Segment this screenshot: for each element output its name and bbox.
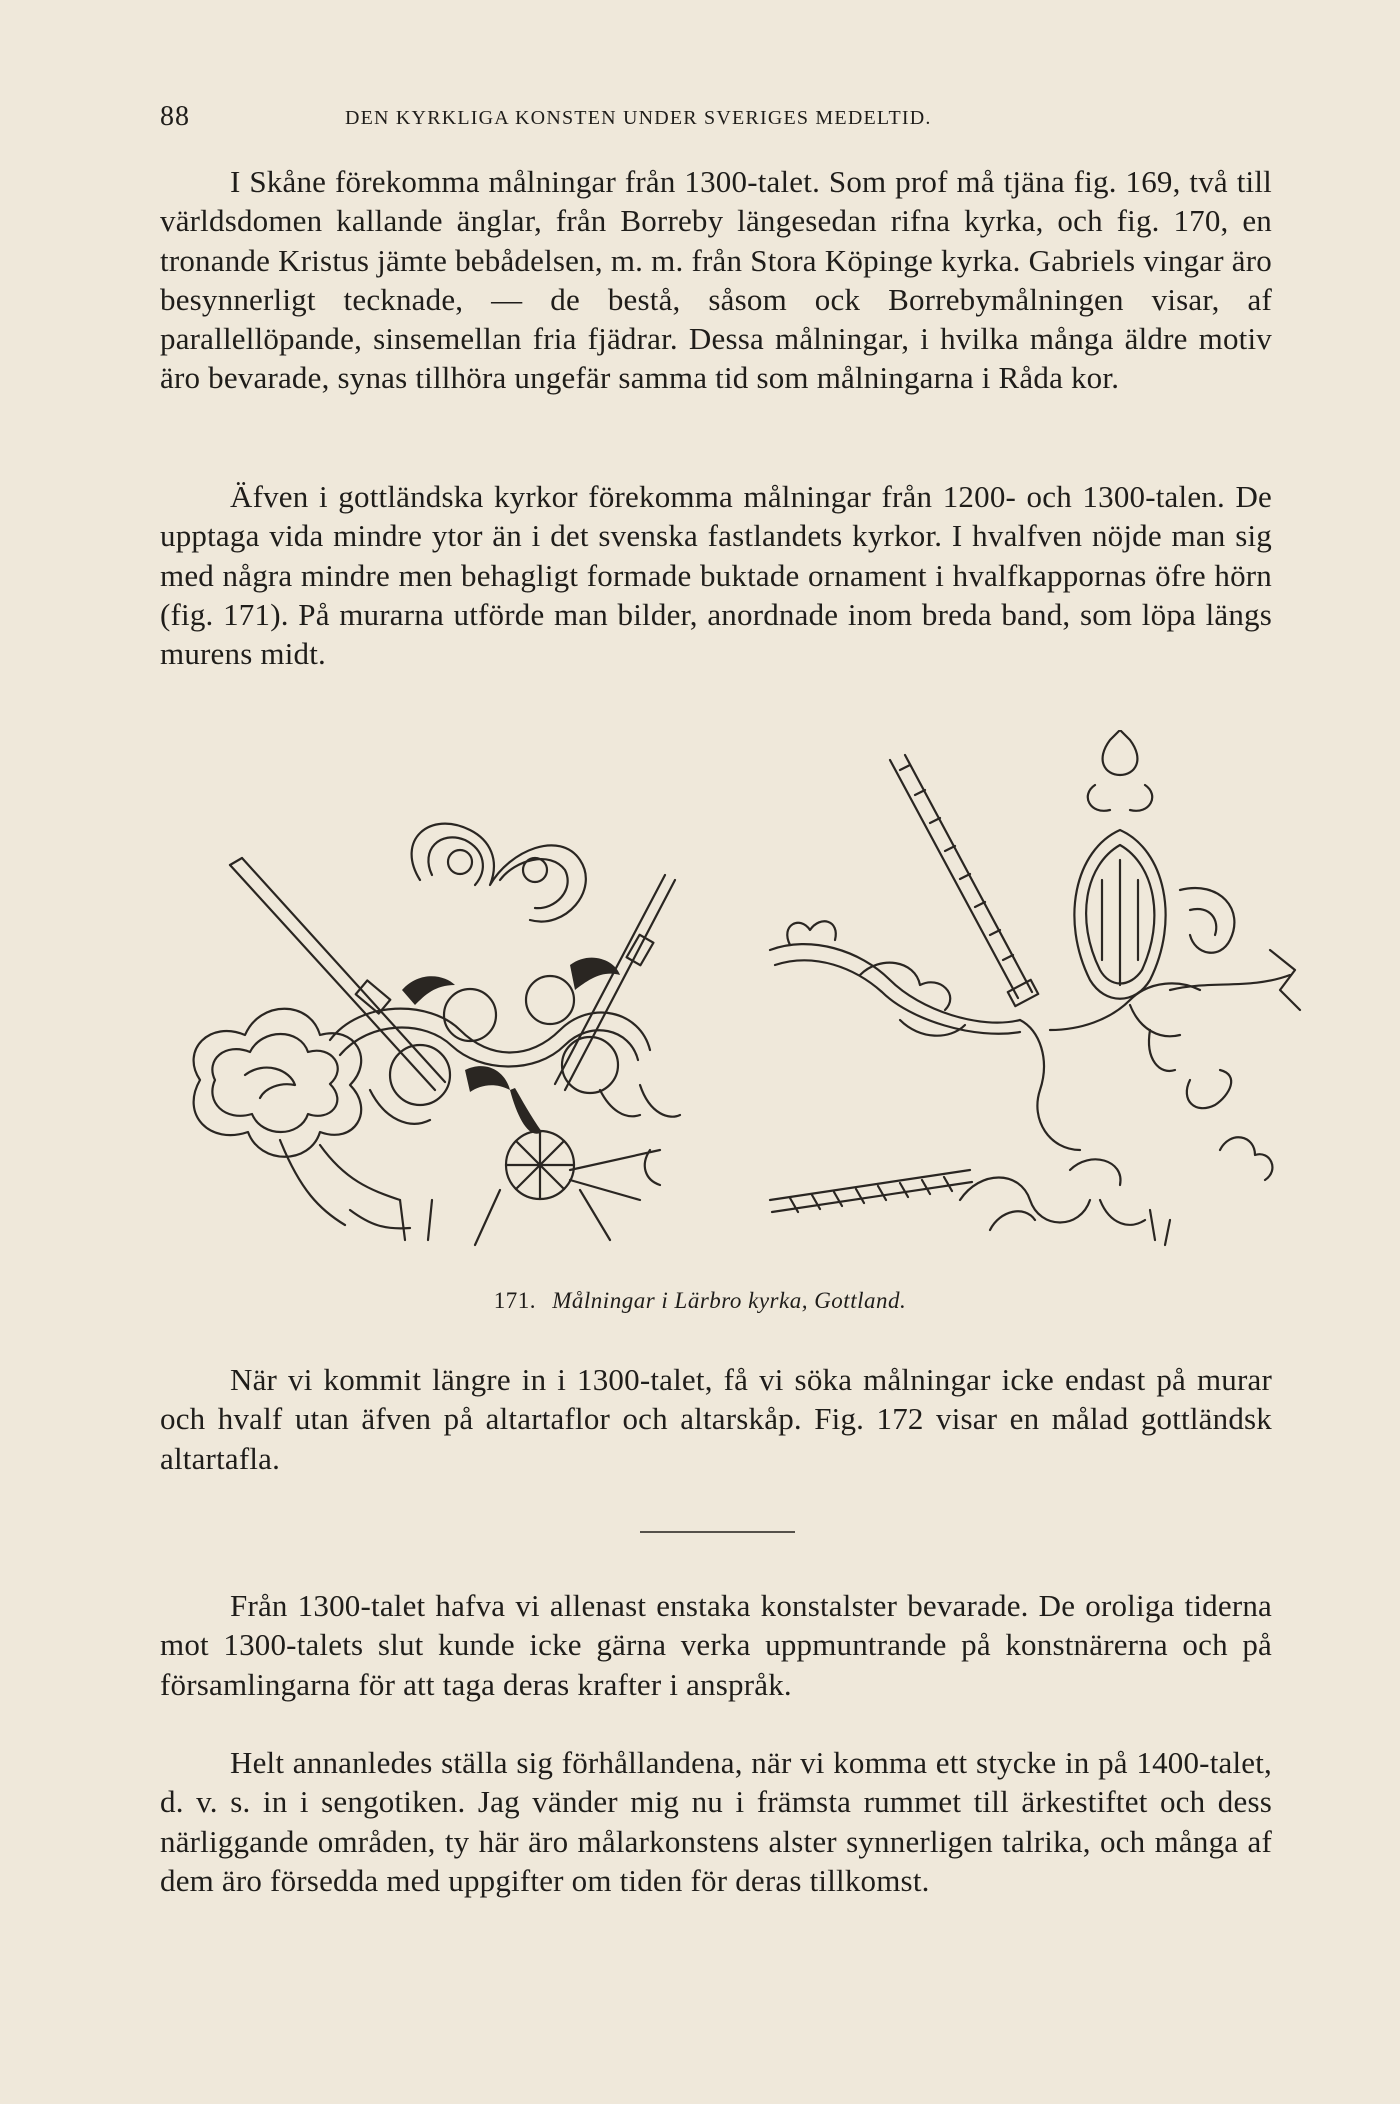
figure-caption (0, 1288, 1400, 1314)
figure-caption-text: Målningar i Lärbro kyrka, Gottland. (552, 1288, 907, 1313)
ornament-left-image (170, 770, 690, 1290)
paragraph-altartaflor: När vi kommit längre in i 1300-talet, få vi söka målningar icke endast på murar och hvalf utan äfven på altartaflor och altarskåp. Fig. 172 visar en målad gottländsk altartafla. (160, 1362, 1272, 1476)
running-title: DEN KYRKLIGA KONSTEN UNDER SVERIGES MEDELTID. (345, 107, 932, 129)
figure-171-illustrations (160, 730, 1272, 1260)
ornament-right-image (750, 730, 1310, 1260)
page-number: 88 (160, 101, 190, 132)
figure-number: 171. (493, 1288, 536, 1313)
paragraph-gottland: Äfven i gottländska kyrkor förekomma målningar från 1200- och 1300-talen. De upptaga vida mindre ytor än i det svenska fastlandets kyrkor. I hvalfven nöjde man sig med några mindre men behagligt formade buktade ornament i hvalfkappornas öfre hörn (fig. 171). På murarna utförde man bilder, anordnade inom breda band, som löpa längs murens midt. (160, 479, 1272, 672)
paragraph-1300-talet: Från 1300-talet hafva vi allenast enstaka konstalster bevarade. De oroliga tiderna mot 1300-talets slut kunde icke gärna verka uppmuntrande på konstnärerna och på församlingarna för att taga deras krafter i anspråk. (160, 1588, 1272, 1702)
paragraph-1400-talet: Helt annanledes ställa sig förhållandena, när vi komma ett stycke in på 1400-talet, d. v. s. in i sengotiken. Jag vänder mig nu i främsta rummet till ärkestiftet och dess närliggande områden, ty här äro målarkonstens alster synnerligen talrika, och många af dem äro försedda med uppgifter om tiden för deras tillkomst. (160, 1745, 1272, 1898)
paragraph-skane: I Skåne förekomma målningar från 1300-talet. Som prof må tjäna fig. 169, två till världsdomen kallande änglar, från Borreby längesedan rifna kyrka, och fig. 170, en tronande Kristus jämte bebådelsen, m. m. från Stora Köpinge kyrka. Gabriels vingar äro besynnerligt tecknade, — de bestå, såsom ock Borrebymålningen visar, af parallellöpande, sinsemellan fria fjädrar. Dessa målningar, i hvilka många äldre motiv äro bevarade, synas tillhöra ungefär samma tid som målningarna i Råda kor. (160, 164, 1272, 396)
section-divider (640, 1531, 795, 1533)
